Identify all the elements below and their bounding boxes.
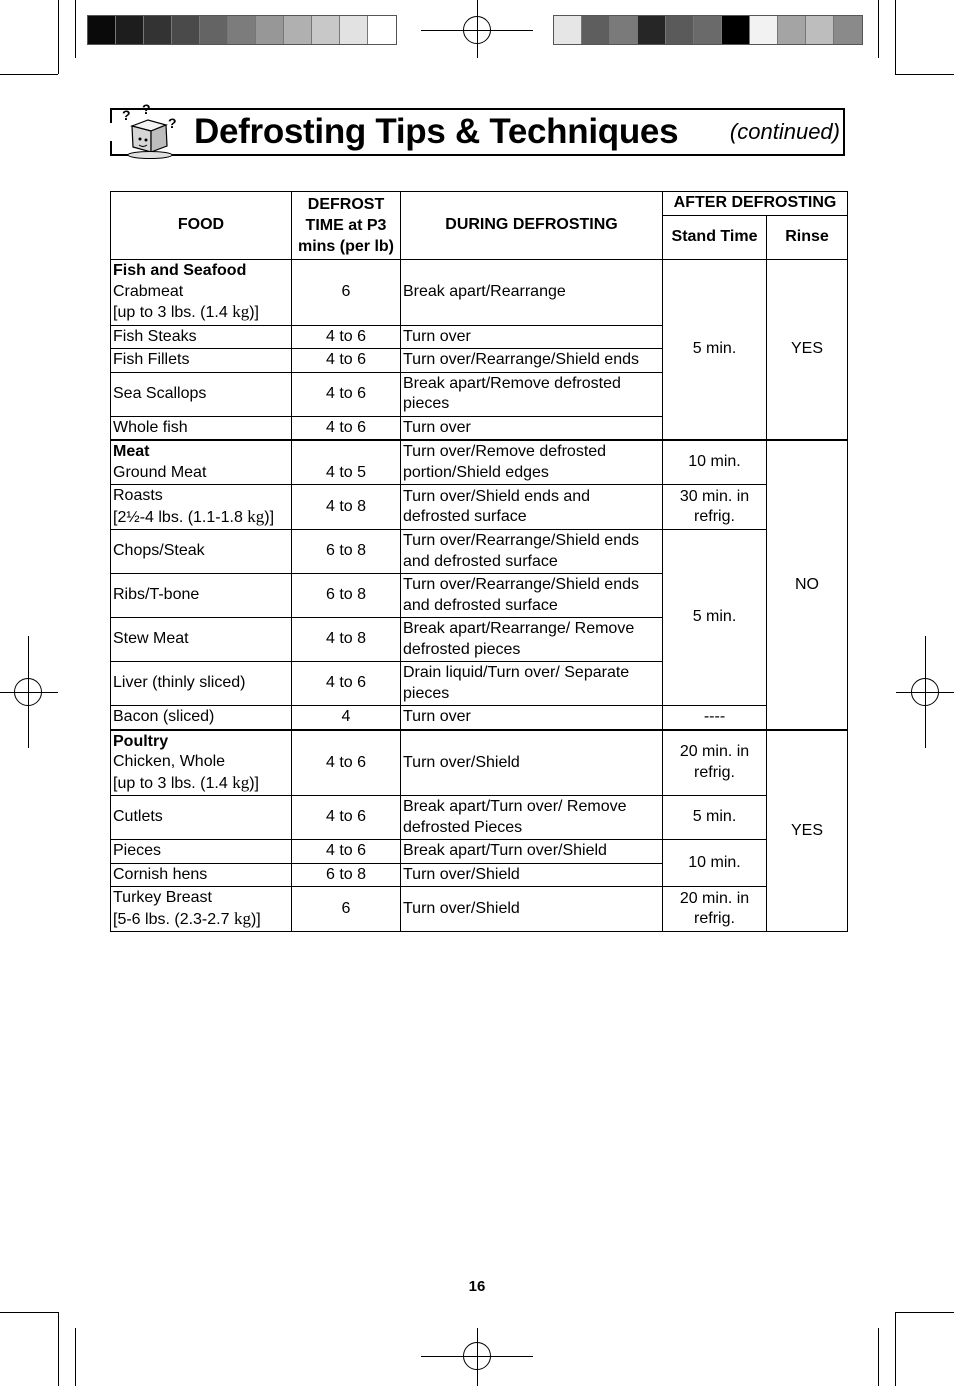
- crop-mark: [895, 0, 896, 74]
- crop-mark: [895, 74, 954, 75]
- table-row: [111, 730, 848, 796]
- food-cell: [111, 260, 292, 326]
- stand-time-cell: 10 min.: [663, 440, 767, 485]
- stand-time-cell: 5 min.: [663, 530, 767, 706]
- food-name: Roasts: [113, 487, 163, 504]
- defrost-time-cell: 6 to 8: [292, 530, 401, 574]
- during-defrosting-cell: Turn over/Shield: [401, 887, 663, 932]
- defrost-time-cell: 4 to 6: [292, 796, 401, 840]
- food-cell: [111, 887, 292, 932]
- svg-text:?: ?: [122, 107, 131, 123]
- defrost-time-cell: 4 to 8: [292, 618, 401, 662]
- registration-mark-circle: [911, 678, 939, 706]
- during-defrosting-cell: Break apart/Turn over/ Remove defrosted Pieces: [401, 796, 663, 840]
- during-defrosting-cell: Break apart/Rearrange/ Remove defrosted pieces: [401, 618, 663, 662]
- page-title-banner: [110, 102, 845, 156]
- crop-mark: [895, 1312, 896, 1386]
- section-heading-fish: Fish and Seafood: [113, 262, 247, 279]
- section-heading-poultry: Poultry: [113, 732, 169, 750]
- stand-time-cell: 20 min. in refrig.: [663, 730, 767, 796]
- col-header-food: FOOD: [111, 192, 292, 260]
- defrost-time-cell: 4 to 6: [292, 349, 401, 373]
- stand-time-cell: 20 min. in refrig.: [663, 887, 767, 932]
- section-heading-meat: Meat: [113, 443, 150, 460]
- page-title: Defrosting Tips & Techniques: [194, 112, 679, 151]
- food-cell: Cornish hens: [111, 863, 292, 887]
- crop-mark: [58, 1312, 59, 1386]
- col-header-during-defrosting: DURING DEFROSTING: [401, 192, 663, 260]
- table-row: [111, 796, 848, 840]
- during-defrosting-cell: Break apart/Remove defrosted pieces: [401, 372, 663, 416]
- food-cell: Fish Steaks: [111, 325, 292, 349]
- during-defrosting-cell: Turn over/Shield: [401, 863, 663, 887]
- crop-mark: [75, 1328, 76, 1386]
- defrost-time-cell: 4 to 6: [292, 662, 401, 706]
- defrost-time-cell: 4 to 8: [292, 485, 401, 530]
- crop-mark: [0, 74, 58, 75]
- food-weight: [2½-4 lbs. (1.1-1.8 kg)]: [113, 506, 275, 526]
- defrost-time-cell: 6 to 8: [292, 863, 401, 887]
- page-number: 16: [468, 1278, 486, 1295]
- svg-text:?: ?: [142, 102, 151, 117]
- during-defrosting-cell: Turn over/Rearrange/Shield ends and defrosted surface: [401, 574, 663, 618]
- during-defrosting-cell: Turn over: [401, 416, 663, 440]
- during-defrosting-cell: Turn over/Rearrange/Shield ends and defrosted surface: [401, 530, 663, 574]
- table-row: [111, 260, 848, 326]
- food-cell: Liver (thinly sliced): [111, 662, 292, 706]
- during-defrosting-cell: Break apart/Turn over/Shield: [401, 840, 663, 864]
- rinse-cell: YES: [767, 730, 848, 932]
- food-weight: [5-6 lbs. (2.3-2.7 kg)]: [113, 908, 261, 928]
- melting-ice-cube-icon: [118, 102, 190, 160]
- crop-mark: [0, 1312, 58, 1313]
- defrost-time-cell: 6: [292, 887, 401, 932]
- defrost-time-cell: 4 to 6: [292, 325, 401, 349]
- during-defrosting-cell: Break apart/Rearrange: [401, 260, 663, 326]
- food-cell: Pieces: [111, 840, 292, 864]
- during-defrosting-cell: Turn over: [401, 325, 663, 349]
- defrost-time-cell: 4 to 6: [292, 372, 401, 416]
- during-defrosting-cell: Turn over: [401, 706, 663, 730]
- registration-mark-circle: [463, 1342, 491, 1370]
- crop-mark: [878, 0, 879, 58]
- crop-mark: [75, 0, 76, 58]
- defrost-time-cell: 4 to 6: [292, 416, 401, 440]
- crop-mark: [895, 1312, 954, 1313]
- during-defrosting-cell: Turn over/Rearrange/Shield ends: [401, 349, 663, 373]
- color-calibration-bar-right: [553, 15, 863, 45]
- defrost-time-cell: 4 to 6: [292, 840, 401, 864]
- food-cell: Chops/Steak: [111, 530, 292, 574]
- stand-time-cell: 5 min.: [663, 260, 767, 441]
- table-row: [111, 530, 848, 574]
- table-row: [111, 485, 848, 530]
- svg-text:?: ?: [168, 115, 177, 131]
- rinse-cell: YES: [767, 260, 848, 441]
- during-defrosting-cell: Turn over/Remove defrosted portion/Shield edges: [401, 440, 663, 485]
- during-defrosting-cell: Drain liquid/Turn over/ Separate pieces: [401, 662, 663, 706]
- crop-mark: [58, 0, 59, 74]
- defrost-time-cell: 4 to 5: [292, 440, 401, 485]
- food-weight: [up to 3 lbs. (1.4 kg)]: [113, 302, 259, 321]
- food-cell: Ribs/T-bone: [111, 574, 292, 618]
- food-cell: Stew Meat: [111, 618, 292, 662]
- food-cell: Fish Fillets: [111, 349, 292, 373]
- table-row: [111, 887, 848, 932]
- food-cell: Sea Scallops: [111, 372, 292, 416]
- food-name: Crabmeat: [113, 282, 184, 300]
- color-calibration-bar-left: [87, 15, 397, 45]
- registration-mark-circle: [463, 16, 491, 44]
- rinse-cell: NO: [767, 440, 848, 730]
- food-cell: Cutlets: [111, 796, 292, 840]
- col-header-rinse: Rinse: [767, 216, 848, 260]
- food-cell: [111, 440, 292, 485]
- defrost-time-cell: 4: [292, 706, 401, 730]
- during-defrosting-cell: Turn over/Shield ends and defrosted surface: [401, 485, 663, 530]
- food-weight: [up to 3 lbs. (1.4 kg)]: [113, 772, 259, 792]
- defrosting-table: [110, 191, 848, 932]
- food-name: Turkey Breast: [113, 889, 212, 906]
- stand-time-cell: 10 min.: [663, 840, 767, 887]
- registration-mark-circle: [14, 678, 42, 706]
- defrost-time-cell: 4 to 6: [292, 730, 401, 796]
- title-continued-label: (continued): [729, 119, 840, 144]
- table-row: [111, 706, 848, 730]
- col-header-stand-time: Stand Time: [663, 216, 767, 260]
- defrost-time-cell: 6: [292, 260, 401, 326]
- food-cell: Whole fish: [111, 416, 292, 440]
- table-row: [111, 440, 848, 485]
- food-cell: [111, 485, 292, 530]
- crop-mark: [878, 1328, 879, 1386]
- stand-time-cell: ----: [663, 706, 767, 730]
- food-name: Ground Meat: [113, 463, 207, 481]
- food-cell: Bacon (sliced): [111, 706, 292, 730]
- food-cell: [111, 730, 292, 796]
- stand-time-cell: 30 min. in refrig.: [663, 485, 767, 530]
- defrost-time-cell: 6 to 8: [292, 574, 401, 618]
- stand-time-cell: 5 min.: [663, 796, 767, 840]
- table-row: [111, 840, 848, 864]
- col-header-defrost-time: DEFROST TIME at P3 mins (per lb): [292, 192, 401, 260]
- food-name: Chicken, Whole: [113, 753, 226, 770]
- col-header-after-defrosting: AFTER DEFROSTING: [663, 192, 848, 216]
- during-defrosting-cell: Turn over/Shield: [401, 730, 663, 796]
